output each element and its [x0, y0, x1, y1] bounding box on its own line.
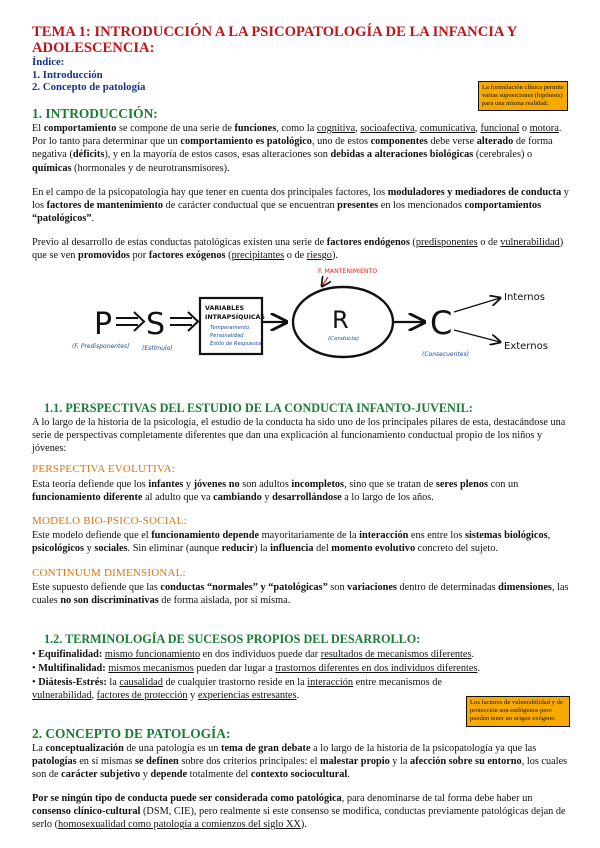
index-item-1[interactable]: 1. Introducción — [32, 68, 103, 81]
double-arrow-icon — [170, 312, 198, 331]
arrow-icon — [454, 330, 500, 342]
predisponentes-label: (F. Predisponentes) — [72, 343, 130, 350]
continuum-heading: CONTINUUM DIMENSIONAL: — [32, 567, 186, 579]
section-1-1-heading: 1.1. PERSPECTIVAS DEL ESTUDIO DE LA CONDUCTA INFANTO-JUVENIL: — [44, 401, 473, 415]
s-letter: S — [146, 307, 166, 342]
title-line-1: TEMA 1: INTRODUCCIÓN A LA PSICOPATOLOGÍA DE LA INFANCIA Y — [32, 24, 518, 40]
evolutiva-paragraph: Esta teoría defiende que los infantes y jóvenes no son adultos incompletos, sino que se tratan de seres plenos con un funcionamiento diferente al adulto que va cambiando y desarrollándose a lo largo de los años. — [32, 479, 519, 504]
externos-label: Externos — [504, 341, 548, 352]
evolutiva-heading: PERSPECTIVA EVOLUTIVA: — [32, 463, 176, 475]
p-letter: P — [94, 307, 113, 342]
multifinalidad-item: • Multifinalidad: mismos mecanismos pueden dar lugar a trastornos diferentes en dos individuos diferentes. — [32, 663, 481, 674]
box-item-personalidad: Personalidad — [210, 333, 244, 339]
sticky-note — [478, 81, 568, 111]
consecuentes-label: (Consecuentes) — [422, 351, 469, 358]
section-2-heading: 2. CONCEPTO DE PATOLOGÍA: — [32, 726, 231, 741]
c-letter: C — [430, 304, 453, 342]
intro-paragraph-3: Previo al desarrollo de estas conductas patológicas existen una serie de factores endógenos (predisponentes o de vulnerabilidad) que se ven promovidos por factores exógenos (precipitantes o de riesgo). — [32, 237, 564, 262]
perspectivas-intro: A lo largo de la historia de la psicología, el estudio de la conducta ha sido uno de los principales pilares de esta, destacándose una serie de perspectivas completamente diferentes que dan una explicación al funcionamiento conductual propio de los niños y jóvenes: — [32, 417, 566, 455]
continuum-paragraph: Este supuesto defiende que las conductas “normales” y “patológicas” son variaciones dentro de determinadas dimensiones, las cuales no son discriminativas de forma aislada, por sí misma. — [32, 582, 569, 607]
index — [32, 56, 145, 94]
diatesis-item: • Diátesis-Estrés: la causalidad de cualquier trastorno reside en la interacción entre mecanismos de vulnerabilidad, factores de protección y experiencias estresantes. — [32, 677, 442, 702]
arrow-icon — [454, 298, 500, 312]
conducta-label: (Conducta) — [328, 336, 360, 342]
box-item-temperamento: Temperamento — [210, 325, 250, 331]
index-item-2[interactable]: 2. Concepto de patología — [32, 81, 146, 94]
estimulo-label: (Estímulo) — [142, 345, 173, 352]
r-letter: R — [332, 306, 349, 334]
page-title — [32, 25, 572, 56]
intro-paragraph-2: En el campo de la psicopatología hay que tener en cuenta dos principales factores, los moduladores y mediadores de conducta y los factores de mantenimiento de carácter conductual que se encuentran presentes en los mencionados comportamientos “patológicos”. — [32, 187, 569, 225]
process-diagram — [60, 262, 560, 374]
internos-label: Internos — [504, 292, 545, 303]
red-arrow-icon — [322, 277, 328, 286]
box-title-1: VARIABLES — [205, 305, 245, 312]
sticky-note-text: Los factores de vulnerabilidad y de protección son endógenos pero pueden tener un origen exógeno — [470, 699, 563, 722]
patologia-paragraph-2: Por se ningún tipo de conducta puede ser considerada como patológica, para denominarse de tal forma debe haber un consenso clínico-cultural (DSM, CIE), pero realmente si este consenso se modifica, conductas previamente patológicas dejan de serlo (homosexualidad como patología a comienzos del siglo XX). — [32, 793, 566, 831]
intro-paragraph-1: El comportamiento se compone de una serie de funciones, como la cognitiva, socioafectiva, comunicativa, funcional o motora. Por lo tanto para determinar que un comportamiento es patológico, uno de estos componentes debe verse alterado de forma negativa (déficits), y en la mayoría de estos casos, esas alteraciones son debidas a alteraciones biológicas (cerebrales) o químicas (hormonales y de neurotransmisores). — [32, 123, 562, 174]
title-line-2: ADOLESCENCIA: — [32, 39, 155, 56]
section-1-2-heading: 1.2. TERMINOLOGÍA DE SUCESOS PROPIOS DEL DESARROLLO: — [44, 632, 421, 646]
double-arrow-icon — [116, 312, 144, 331]
index-label: Índice: — [32, 56, 65, 68]
box-item-estilo: Estilo de Respuesta — [210, 341, 262, 347]
bps-paragraph: Este modelo defiende que el funcionamiento depende mayoritariamente de la interacción ens entre los sistemas biológicos, psicológicos y sociales. Sin eliminar (aunque reducir) la influencia del momento evolutivo concreto del sujeto. — [32, 530, 551, 555]
mantenimiento-label: F. MANTENIMIENTO — [318, 268, 378, 275]
sticky-note-text: La formulación clínica permite varias suposiciones (hipótesis) para una misma realidad. — [482, 84, 564, 107]
box-title-2: INTRAPSÍQUICAS — [205, 314, 265, 321]
bps-heading: MODELO BIO-PSICO-SOCIAL: — [32, 515, 187, 527]
sticky-note — [466, 696, 570, 727]
section-1-heading: 1. INTRODUCCIÓN: — [32, 106, 158, 121]
patologia-paragraph-1: La conceptualización de una patología es un tema de gran debate a lo largo de la historia de la psicopatología ya que las patologías en sí mismas se definen sobre dos criterios principales: el malestar propio y la afección sobre su entorno, los cuales son de carácter subjetivo y depende totalmente del contexto sociocultural. — [32, 743, 568, 781]
equifinalidad-item: • Equifinalidad: mismo funcionamiento en dos individuos puede dar resultados de mecanismos diferentes. — [32, 649, 475, 660]
